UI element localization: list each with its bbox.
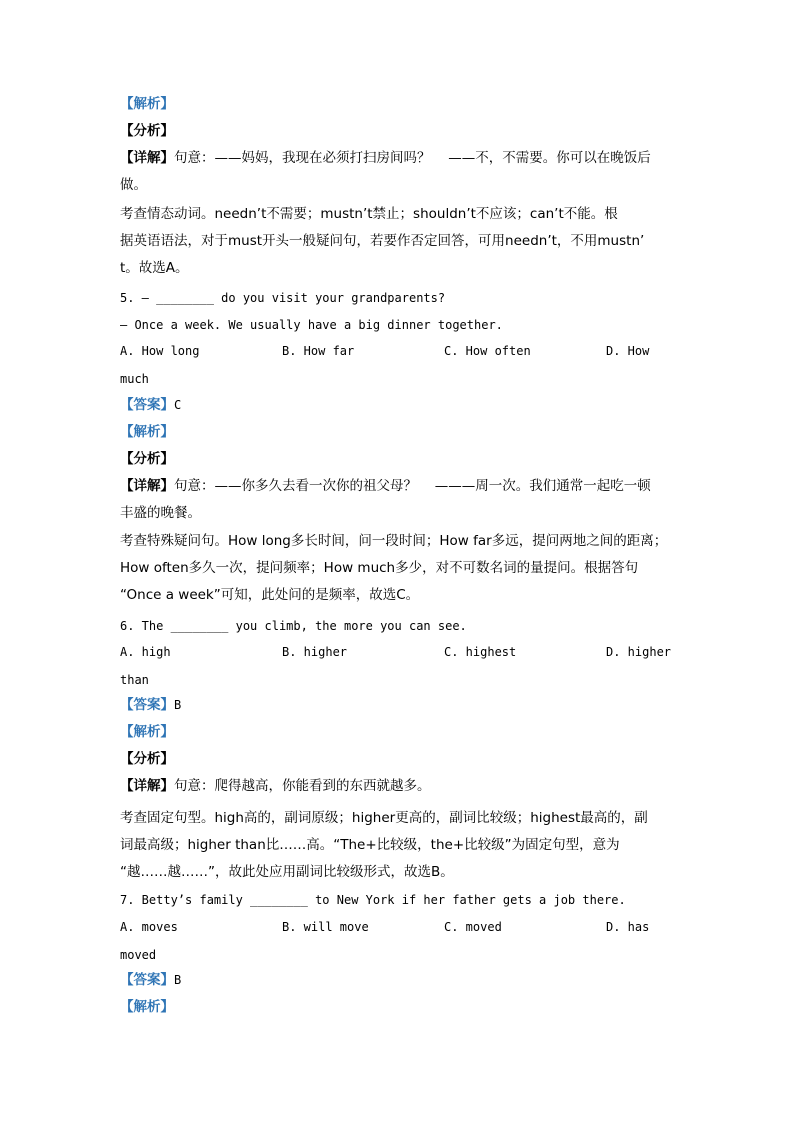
q4-xiangjie-line-1 bbox=[120, 150, 651, 167]
q5-stem-2: — Once a week. We usually have a big dinner together. bbox=[120, 318, 503, 332]
q5-answer-tag: 【答案】 bbox=[120, 397, 174, 413]
q5-xiangjie-line-1 bbox=[120, 478, 651, 495]
q5-explanation-1: 考查特殊疑问句。How long多长时间，问一段时间；How far多远，提问两地之间的距离； bbox=[120, 533, 668, 549]
q4-fenxi-label: 【分析】 bbox=[120, 123, 174, 139]
q5-explanation-3: “Once a week”可知，此处问的是频率，故选C。 bbox=[120, 587, 420, 603]
q6-option-d: D. higher bbox=[606, 645, 672, 659]
q7-option-d-cont: moved bbox=[120, 948, 157, 962]
q5-stem: 5. — ________ do you visit your grandparents? bbox=[120, 291, 446, 305]
q5-explanation-2: How often多久一次，提问频率；How much多少，对不可数名词的量提问。根据答句 bbox=[120, 560, 639, 576]
q6-option-b: B. higher bbox=[282, 645, 348, 659]
q6-answer-tag: 【答案】 bbox=[120, 697, 174, 713]
q5-option-d: D. How bbox=[606, 344, 650, 358]
q7-option-d: D. has bbox=[606, 920, 650, 934]
q4-xiangjie-tag: 【详解】 bbox=[120, 150, 174, 166]
q5-option-c: C. How often bbox=[444, 344, 531, 358]
q5-xiangjie-line-2: 丰盛的晚餐。 bbox=[120, 505, 201, 521]
q6-options bbox=[120, 645, 680, 662]
q7-option-a: A. moves bbox=[120, 920, 178, 934]
q5-option-b: B. How far bbox=[282, 344, 355, 358]
q4-explanation-1: 考查情态动词。needn’t不需要；mustn’t禁止；shouldn’t不应该；can’t不能。根 bbox=[120, 206, 618, 222]
q6-jiexi-label: 【解析】 bbox=[120, 724, 174, 740]
q5-answer: C bbox=[174, 398, 182, 412]
q6-explanation-1: 考查固定句型。high高的，副词原级；higher更高的，副词比较级；highest最高的，副 bbox=[120, 810, 648, 826]
q4-explanation-2: 据英语语法，对于must开头一般疑问句，若要作否定回答，可用needn’t，不用mustn’ bbox=[120, 233, 645, 249]
q4-jiexi-label: 【解析】 bbox=[120, 96, 174, 112]
q7-option-b: B. will move bbox=[282, 920, 369, 934]
q4-xiangjie-line-2: 做。 bbox=[120, 177, 147, 193]
q6-option-c: C. highest bbox=[444, 645, 517, 659]
q6-option-d-cont: than bbox=[120, 673, 149, 687]
q7-option-c: C. moved bbox=[444, 920, 502, 934]
q6-xiangjie-line-1 bbox=[120, 778, 431, 795]
q4-explanation-3: t。故选A。 bbox=[120, 260, 189, 276]
q5-xiangjie-text-1: 句意：——你多久去看一次你的祖父母？ ———周一次。我们通常一起吃一顿 bbox=[174, 478, 651, 494]
q5-option-d-cont: much bbox=[120, 372, 149, 386]
q6-xiangjie-text-1: 句意：爬得越高，你能看到的东西就越多。 bbox=[174, 778, 431, 794]
q7-options bbox=[120, 920, 680, 937]
q6-xiangjie-tag: 【详解】 bbox=[120, 778, 174, 794]
q6-explanation-3: “越……越……”，故此处应用副词比较级形式，故选B。 bbox=[120, 864, 454, 880]
q7-answer-tag: 【答案】 bbox=[120, 972, 174, 988]
q7-jiexi-label: 【解析】 bbox=[120, 999, 174, 1015]
q7-stem: 7. Betty’s family ________ to New York if her father gets a job there. bbox=[120, 893, 626, 907]
q6-answer-line bbox=[120, 697, 181, 714]
q5-option-a: A. How long bbox=[120, 344, 200, 358]
q6-option-a: A. high bbox=[120, 645, 171, 659]
q4-xiangjie-text-1: 句意：——妈妈，我现在必须打扫房间吗？ ——不，不需要。你可以在晚饭后 bbox=[174, 150, 651, 166]
q5-options bbox=[120, 344, 680, 361]
q7-answer-line bbox=[120, 972, 181, 989]
q6-answer: B bbox=[174, 698, 182, 712]
q5-fenxi-label: 【分析】 bbox=[120, 451, 174, 467]
q5-xiangjie-tag: 【详解】 bbox=[120, 478, 174, 494]
q6-explanation-2: 词最高级；higher than比……高。“The+比较级，the+比较级”为固定句型，意为 bbox=[120, 837, 620, 853]
q7-answer: B bbox=[174, 973, 182, 987]
q6-stem: 6. The ________ you climb, the more you can see. bbox=[120, 619, 467, 633]
q5-jiexi-label: 【解析】 bbox=[120, 424, 174, 440]
q5-answer-line bbox=[120, 397, 181, 414]
q6-fenxi-label: 【分析】 bbox=[120, 751, 174, 767]
